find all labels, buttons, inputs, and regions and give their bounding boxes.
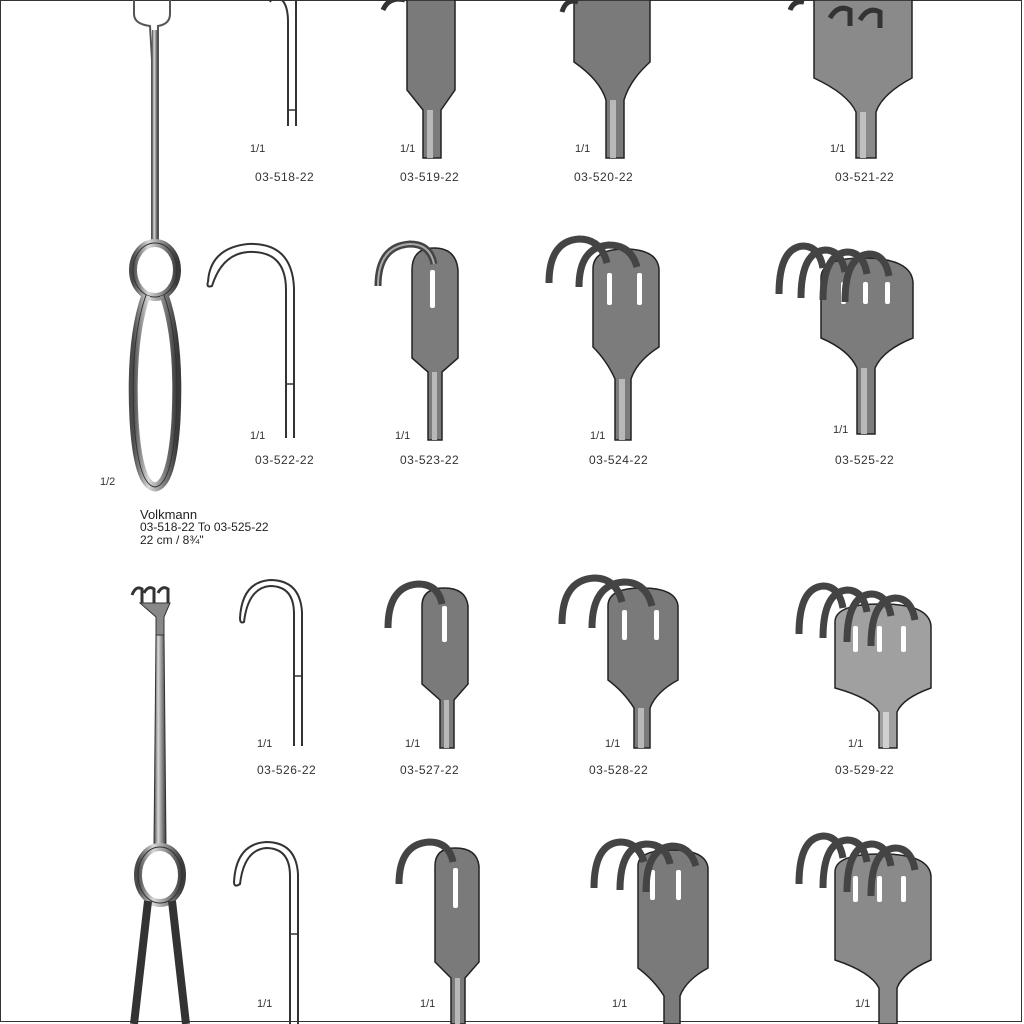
- scale-label: 1/1: [257, 738, 273, 750]
- scale-label: 1/1: [590, 430, 606, 442]
- product-code: 03-520-22: [574, 170, 634, 184]
- scale-label: 1/1: [848, 738, 864, 750]
- scale-label: 1/1: [612, 998, 628, 1010]
- hook-profile-icon: [270, 0, 310, 130]
- hook-profile-icon: [200, 240, 310, 440]
- product-code: 03-529-22: [835, 763, 895, 777]
- product-code: 03-528-22: [589, 763, 649, 777]
- product-code: 03-522-22: [255, 453, 315, 467]
- hook-profile-icon: [230, 840, 310, 1024]
- retractor-blade-four-prong-icon: [790, 0, 920, 160]
- retractor-blade-two-prong-icon: [590, 836, 715, 1024]
- retractor-blade-four-prong-icon: [795, 832, 940, 1024]
- retractor-blade-two-prong-icon: [558, 574, 683, 750]
- product-code: 03-519-22: [400, 170, 460, 184]
- scale-label: 1/1: [605, 738, 621, 750]
- hook-profile-icon: [232, 578, 312, 748]
- product-code: 03-525-22: [835, 453, 895, 467]
- product-code: 03-518-22: [255, 170, 315, 184]
- retractor-blade-four-prong-icon: [795, 582, 940, 752]
- overview-scale-label: 1/2: [100, 476, 116, 488]
- scale-label: 1/1: [830, 143, 846, 155]
- product-range: 03-518-22 To 03-525-22: [140, 520, 269, 534]
- product-code: 03-523-22: [400, 453, 460, 467]
- retractor-blade-two-prong-icon: [560, 0, 660, 160]
- retractor-full-view-sharp-icon: [120, 0, 190, 495]
- product-name: Volkmann: [140, 507, 198, 522]
- scale-label: 1/1: [833, 424, 849, 436]
- product-size: 22 cm / 8¾": [140, 533, 204, 547]
- scale-label: 1/1: [257, 998, 273, 1010]
- product-code: 03-524-22: [589, 453, 649, 467]
- scale-label: 1/1: [250, 143, 266, 155]
- scale-label: 1/1: [250, 430, 266, 442]
- product-code: 03-521-22: [835, 170, 895, 184]
- retractor-blade-four-prong-icon: [775, 238, 920, 438]
- scale-label: 1/1: [575, 143, 591, 155]
- retractor-blade-one-prong-icon: [395, 838, 485, 1024]
- scale-label: 1/1: [395, 430, 411, 442]
- scale-label: 1/1: [420, 998, 436, 1010]
- retractor-blade-two-prong-icon: [545, 235, 665, 445]
- retractor-blade-one-prong-icon: [372, 240, 467, 445]
- product-info: [140, 508, 269, 547]
- scale-label: 1/1: [855, 998, 871, 1010]
- retractor-full-view-blunt-icon: [128, 585, 193, 1024]
- product-code: 03-527-22: [400, 763, 460, 777]
- product-code: 03-526-22: [257, 763, 317, 777]
- retractor-blade-one-prong-icon: [375, 0, 465, 160]
- scale-label: 1/1: [400, 143, 416, 155]
- scale-label: 1/1: [405, 738, 421, 750]
- retractor-blade-one-prong-icon: [382, 578, 477, 750]
